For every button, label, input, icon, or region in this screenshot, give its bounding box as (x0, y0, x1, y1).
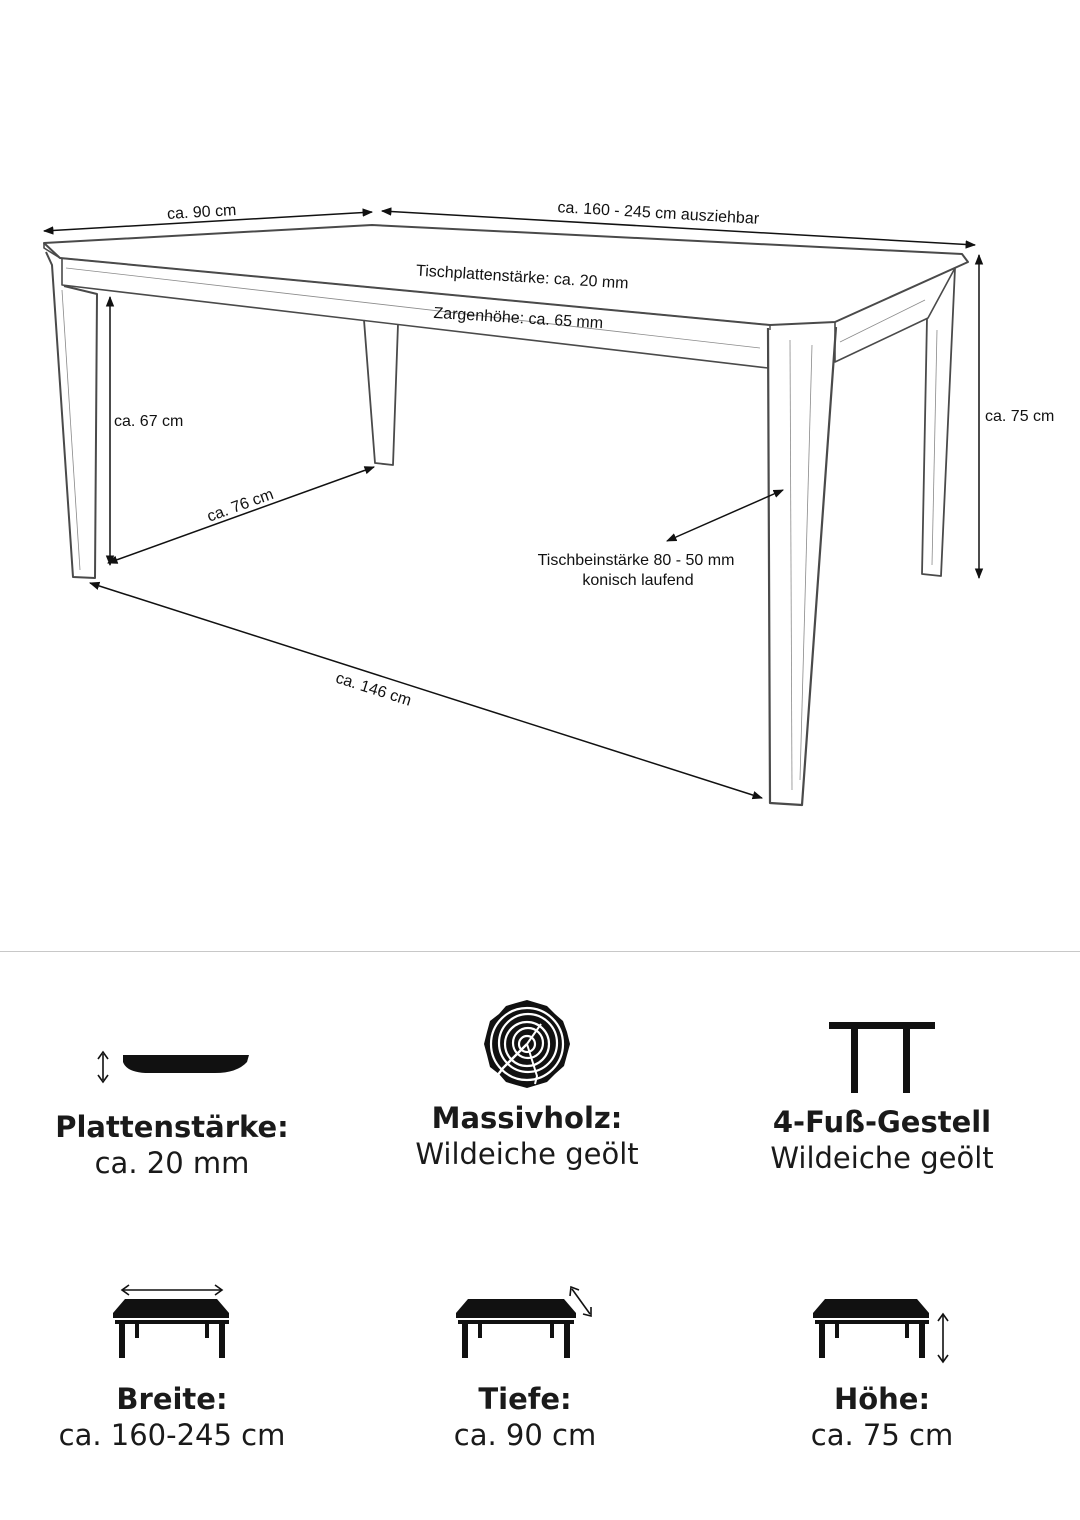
label-leg-clearance: ca. 67 cm (114, 413, 184, 430)
label-leg-thickness-1: Tischbeinstärke 80 - 50 mm (537, 552, 735, 569)
feature-title: Tiefe: (478, 1382, 572, 1416)
feature-solid-wood (347, 996, 707, 1172)
feature-value: ca. 20 mm (94, 1146, 250, 1180)
table-height-icon (807, 1284, 957, 1364)
four-leg-frame-icon (827, 1020, 937, 1096)
arrow-inner-depth (108, 467, 374, 563)
arrow-inner-length (90, 583, 762, 798)
wood-rings-icon (479, 996, 575, 1092)
label-length-top: ca. 160 - 245 cm ausziehbar (556, 199, 760, 228)
leg-back-right (922, 268, 955, 576)
arrow-leg-thickness (667, 490, 783, 541)
feature-width (0, 1284, 352, 1453)
label-leg-thickness-2: konisch laufend (582, 572, 694, 589)
section-divider (0, 951, 1080, 952)
feature-title: 4-Fuß-Gestell (772, 1105, 992, 1139)
feature-value: Wildeiche geölt (415, 1137, 639, 1171)
label-total-height: ca. 75 cm (985, 408, 1055, 425)
feature-value: ca. 75 cm (810, 1418, 954, 1452)
table-depth-icon (450, 1284, 600, 1364)
feature-value: ca. 160-245 cm (58, 1418, 286, 1452)
feature-title: Plattenstärke: (55, 1110, 289, 1144)
feature-title: Massivholz: (431, 1101, 623, 1135)
label-top-thickness: Tischplattenstärke: ca. 20 mm (415, 262, 630, 293)
feature-value: Wildeiche geölt (770, 1141, 994, 1175)
table-width-icon (107, 1284, 237, 1364)
feature-four-leg-frame (702, 1020, 1062, 1176)
feature-title: Höhe: (833, 1382, 931, 1416)
feature-plate-thickness (0, 1042, 352, 1181)
label-apron-height: Zargenhöhe: ca. 65 mm (432, 304, 604, 333)
feature-value: ca. 90 cm (453, 1418, 597, 1452)
label-inner-length: ca. 146 cm (333, 669, 414, 710)
feature-title: Breite: (116, 1382, 228, 1416)
feature-height (702, 1284, 1062, 1453)
label-inner-depth: ca. 76 cm (204, 485, 276, 526)
board-thickness-icon (87, 1042, 257, 1092)
leg-back-left (364, 320, 398, 465)
label-depth-top: ca. 90 cm (166, 202, 237, 223)
leg-front-right (768, 327, 836, 805)
leg-front-left (46, 252, 97, 578)
feature-depth (345, 1284, 705, 1453)
